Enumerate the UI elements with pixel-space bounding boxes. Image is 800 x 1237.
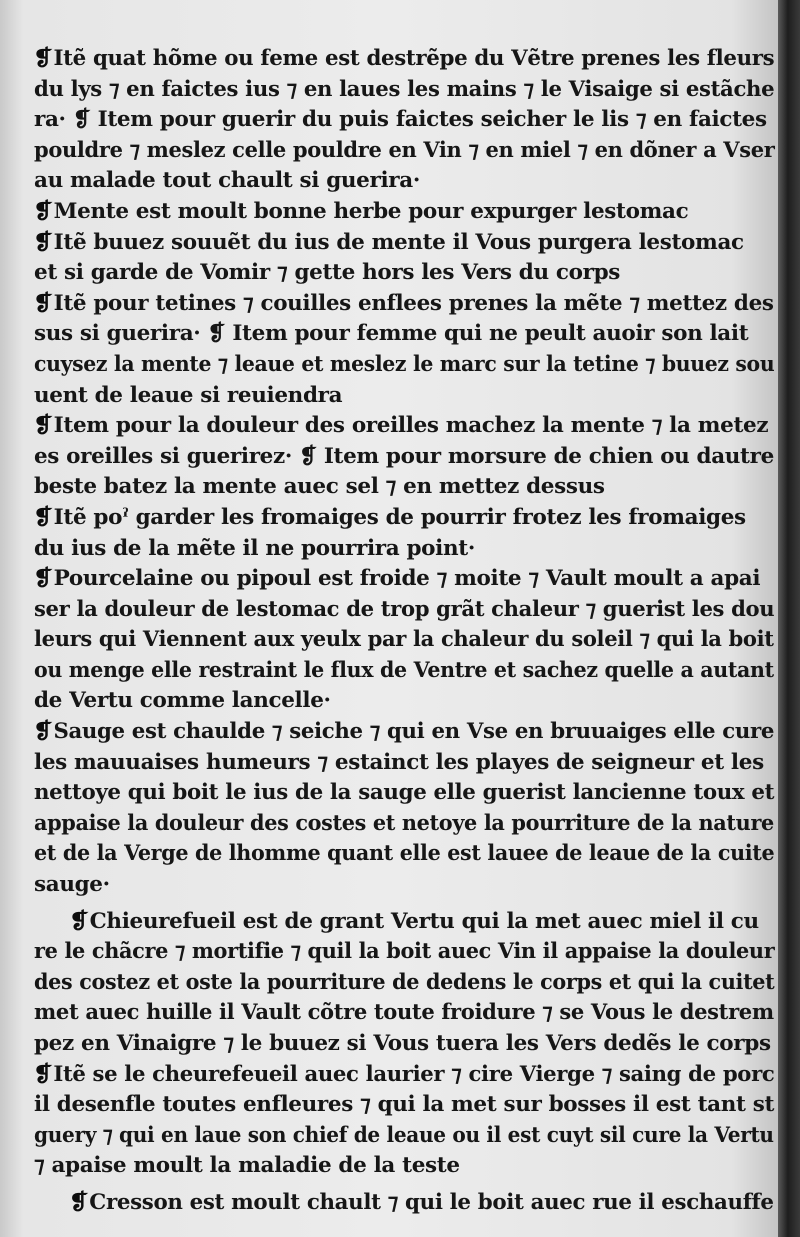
line-text: beste batez la mente auec sel ⁊ en mettez dessus bbox=[34, 474, 605, 500]
line-text: Itẽ quat hõme ou feme est destrẽpe du Vẽtre prenes les fleurs bbox=[53, 46, 775, 71]
text-line bbox=[34, 166, 774, 197]
line-text: Itẽ poˀ garder les fromaiges de pourrir frotez les fromaiges bbox=[53, 504, 746, 530]
text-line bbox=[34, 503, 774, 534]
line-text: des costez et oste la pourriture de dedens le corps et qui la cuitet bbox=[34, 969, 775, 995]
text-line bbox=[34, 411, 774, 442]
line-text: ⁊ apaise moult la maladie de la teste bbox=[34, 1153, 460, 1179]
line-text: uent de leaue si reuiendra bbox=[34, 382, 343, 408]
pilcrow-icon: ❡ bbox=[33, 198, 53, 224]
line-text: ser la douleur de lestomac de trop grãt chaleur ⁊ guerist les dou bbox=[34, 596, 775, 622]
line-text: et de la Verge de lhomme quant elle est lauee de leaue de la cuite bbox=[34, 841, 775, 867]
text-line bbox=[34, 998, 774, 1029]
line-text: Cresson est moult chault ⁊ qui le boit auec rue il eschauffe bbox=[89, 1189, 774, 1215]
text-line bbox=[34, 968, 775, 999]
text-line bbox=[34, 564, 774, 595]
line-text: sus si guerira· ❡ Item pour femme qui ne peult auoir son lait bbox=[34, 321, 749, 347]
line-text: guery ⁊ qui en laue son chief de leaue ou il est cuyt sil cure la Vertu bbox=[34, 1122, 774, 1148]
line-text: Chieurefueil est de grant Vertu qui la met auec miel il cu bbox=[89, 908, 759, 934]
text-line bbox=[33, 1060, 775, 1091]
line-text: re le chãcre ⁊ mortifie ⁊ quil la boit auec Vin il appaise la douleur bbox=[34, 939, 775, 965]
line-text: les mauuaises humeurs ⁊ estainct les playes de seigneur et les bbox=[34, 749, 764, 775]
text-line bbox=[34, 75, 775, 106]
text-line bbox=[34, 1188, 774, 1219]
pilcrow-icon: ❡ bbox=[33, 1061, 53, 1087]
line-text: Mente est moult bonne herbe pour expurger lestomac bbox=[53, 198, 689, 224]
text-line bbox=[34, 809, 774, 840]
text-line bbox=[34, 350, 775, 381]
text-line bbox=[34, 258, 774, 289]
pilcrow-icon: ❡ bbox=[33, 46, 53, 71]
line-text: ra· ❡ Item pour guerir du puis faictes seicher le lis ⁊ en faictes bbox=[34, 107, 767, 133]
line-text: de Vertu comme lancelle· bbox=[34, 688, 331, 714]
text-line bbox=[34, 534, 774, 565]
line-text: pouldre ⁊ meslez celle pouldre en Vin ⁊ en miel ⁊ en dõner a Vser bbox=[34, 137, 775, 163]
text-line bbox=[34, 1151, 774, 1182]
text-line bbox=[34, 472, 774, 503]
text-line bbox=[34, 289, 773, 320]
text-line bbox=[34, 381, 774, 412]
text-line bbox=[34, 1121, 774, 1152]
line-text: du ius de la mẽte il ne pourrira point· bbox=[34, 535, 475, 561]
text-line bbox=[34, 748, 774, 779]
book-binding-edge bbox=[778, 0, 800, 1237]
text-line bbox=[34, 595, 775, 626]
line-text: Itẽ buuez souuẽt du ius de mente il Vous purgera lestomac bbox=[53, 229, 744, 255]
line-text: ou menge elle restraint le flux de Ventre et sachez quelle a autant bbox=[34, 657, 774, 683]
line-text: es oreilles si guerirez· ❡ Item pour morsure de chien ou dautre bbox=[34, 443, 774, 469]
pilcrow-icon: ❡ bbox=[68, 1189, 89, 1215]
line-text: leurs qui Viennent aux yeulx par la chaleur du soleil ⁊ qui la boit bbox=[34, 627, 774, 653]
line-text: met auec huille il Vault cõtre toute froidure ⁊ se Vous le destrem bbox=[34, 1000, 774, 1026]
text-line bbox=[33, 44, 775, 75]
text-line bbox=[34, 937, 775, 968]
line-text: Itẽ se le cheurefeueil auec laurier ⁊ cire Vierge ⁊ saing de porc bbox=[53, 1061, 775, 1087]
text-line bbox=[34, 319, 774, 350]
pilcrow-icon: ❡ bbox=[33, 566, 53, 592]
line-text: du lys ⁊ en faictes ius ⁊ en laues les mains ⁊ le Visaige si estãche bbox=[34, 76, 775, 102]
pilcrow-icon: ❡ bbox=[33, 413, 53, 439]
text-line bbox=[33, 717, 775, 748]
line-text: il desenfle toutes enfleures ⁊ qui la met sur bosses il est tant st bbox=[34, 1092, 775, 1118]
page-text-block bbox=[34, 44, 774, 1219]
line-text: nettoye qui boit le ius de la sauge elle guerist lancienne toux et bbox=[34, 780, 775, 806]
line-text: cuysez la mente ⁊ leaue et meslez le marc sur la tetine ⁊ buuez sou bbox=[34, 351, 775, 377]
pilcrow-icon: ❡ bbox=[33, 719, 53, 745]
text-line bbox=[34, 839, 775, 870]
line-text: sauge· bbox=[34, 872, 110, 898]
pilcrow-icon: ❡ bbox=[69, 908, 89, 934]
line-text: Item pour la douleur des oreilles machez la mente ⁊ la metez bbox=[53, 413, 769, 439]
line-text: appaise la douleur des costes et netoye la pourriture de la nature bbox=[34, 810, 774, 836]
line-text: Pourcelaine ou pipoul est froide ⁊ moite ⁊ Vault moult a apai bbox=[53, 566, 761, 592]
line-text: Itẽ pour tetines ⁊ couilles enflees prenes la mẽte ⁊ mettez des bbox=[53, 290, 774, 316]
text-line bbox=[34, 1090, 774, 1121]
text-line bbox=[34, 105, 774, 136]
text-line bbox=[34, 228, 774, 259]
line-text: Sauge est chaulde ⁊ seiche ⁊ qui en Vse en bruuaiges elle cure bbox=[53, 719, 775, 745]
line-text: et si garde de Vomir ⁊ gette hors les Vers du corps bbox=[34, 260, 621, 286]
text-line bbox=[34, 686, 774, 717]
text-line bbox=[34, 136, 775, 167]
text-line bbox=[34, 907, 774, 938]
line-text: au malade tout chault si guerira· bbox=[34, 168, 421, 194]
text-line bbox=[34, 778, 775, 809]
text-line bbox=[34, 197, 774, 228]
line-text: pez en Vinaigre ⁊ le buuez si Vous tuera les Vers dedẽs le corps bbox=[34, 1031, 771, 1056]
text-line bbox=[34, 442, 773, 473]
pilcrow-icon: ❡ bbox=[33, 504, 53, 530]
text-line bbox=[34, 656, 774, 687]
pilcrow-icon: ❡ bbox=[33, 290, 53, 316]
text-line bbox=[34, 625, 774, 656]
text-line bbox=[34, 870, 774, 901]
pilcrow-icon: ❡ bbox=[33, 229, 53, 255]
text-line bbox=[34, 1029, 774, 1060]
